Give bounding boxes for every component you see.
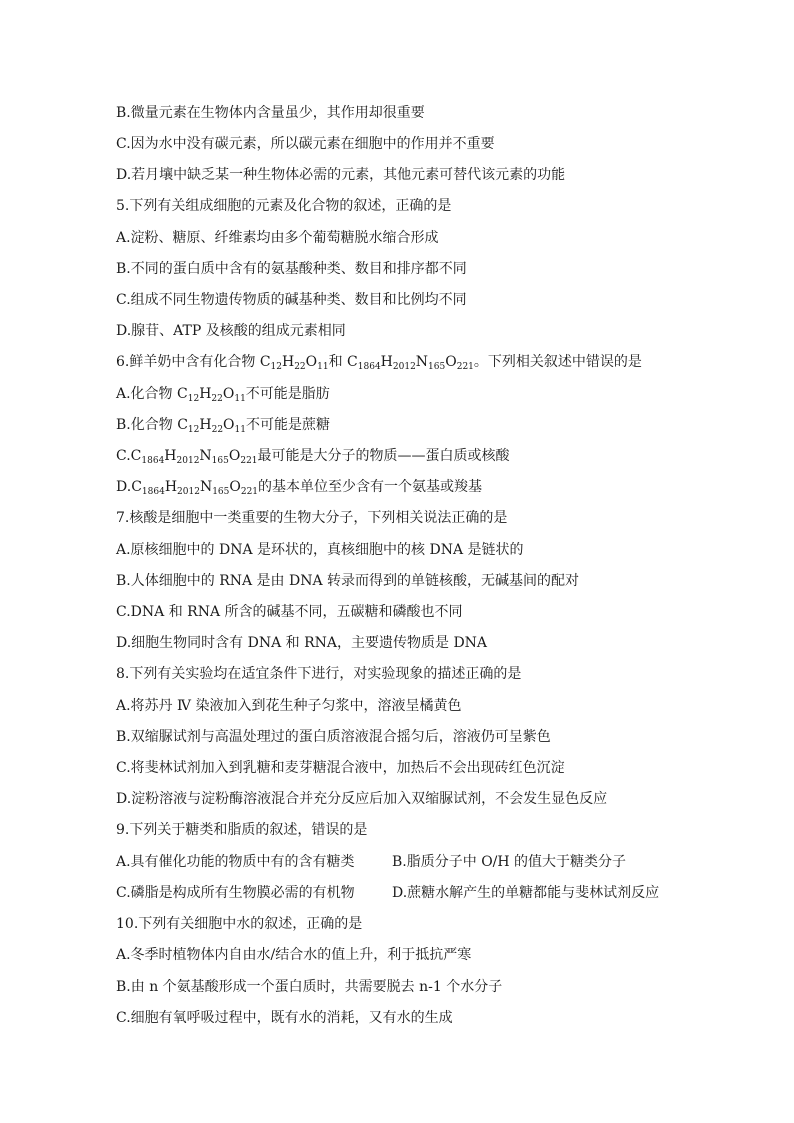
q5-option-a: A.淀粉、糖原、纤维素均由多个葡萄糖脱水缩合形成 bbox=[116, 230, 439, 246]
q8-stem: 8.下列有关实验均在适宜条件下进行，对实验现象的描述正确的是 bbox=[116, 666, 522, 682]
q6-option-c: $C.C_{1864}H_{2012}N_{165}O_{221}$最可能是大分子的物质——蛋白质或核酸 bbox=[116, 448, 510, 466]
q9-option-d: D.蔗糖水解产生的单糖都能与斐林试剂反应 bbox=[392, 885, 660, 901]
formula-large: $C_{1864}H_{2012}N_{165}O_{221}$ bbox=[130, 448, 258, 466]
q8-option-c: C.将斐林试剂加入到乳糖和麦芽糖混合液中，加热后不会出现砖红色沉淀 bbox=[116, 760, 565, 776]
q5-stem: 5.下列有关组成细胞的元素及化合物的叙述，正确的是 bbox=[116, 198, 452, 214]
q6-stem: 6.鲜羊奶中含有化合物 $C_{12}H_{22}O_{11}$和 $C_{1864}H_{2012}N_{165}O_{221}$。下列相关叙述中错误的是 bbox=[116, 354, 642, 372]
q7-option-d: D.细胞生物同时含有 DNA 和 RNA，主要遗传物质是 DNA bbox=[116, 635, 488, 651]
formula-large: $C_{1864}H_{2012}N_{165}O_{221}$ bbox=[347, 354, 474, 372]
formula-small: $C_{12}H_{22}O_{11}$ bbox=[177, 417, 246, 435]
q7-stem: 7.核酸是细胞中一类重要的生物大分子，下列相关说法正确的是 bbox=[116, 510, 508, 526]
q8-option-d: D.淀粉溶液与淀粉酶溶液混合并充分反应后加入双缩脲试剂，不会发生显色反应 bbox=[116, 791, 608, 807]
q6-option-a: A.化合物 $C_{12}H_{22}O_{11}$不可能是脂肪 bbox=[116, 386, 330, 404]
q4-option-b: B.微量元素在生物体内含量虽少，其作用却很重要 bbox=[116, 105, 425, 121]
q10-option-a: A.冬季时植物体内自由水/结合水的值上升，利于抵抗严寒 bbox=[116, 947, 472, 963]
q5-option-c: C.组成不同生物遗传物质的碱基种类、数目和比例均不同 bbox=[116, 292, 467, 308]
q7-option-b: B.人体细胞中的 RNA 是由 DNA 转录而得到的单链核酸，无碱基间的配对 bbox=[116, 573, 580, 589]
q10-stem: 10.下列有关细胞中水的叙述，正确的是 bbox=[116, 916, 363, 932]
q9-option-c: C.磷脂是构成所有生物膜必需的有机物 bbox=[116, 885, 355, 901]
q4-option-c: C.因为水中没有碳元素，所以碳元素在细胞中的作用并不重要 bbox=[116, 136, 495, 152]
q7-option-c: C.DNA 和 RNA 所含的碱基不同，五碳糖和磷酸也不同 bbox=[116, 604, 463, 620]
q8-option-a: A.将苏丹 Ⅳ 染液加入到花生种子匀浆中，溶液呈橘黄色 bbox=[116, 698, 462, 714]
q10-option-b: B.由 n 个氨基酸形成一个蛋白质时，共需要脱去 n-1 个水分子 bbox=[116, 979, 503, 995]
q9-option-b: B.脂质分子中 O/H 的值大于糖类分子 bbox=[392, 854, 627, 870]
formula-small: $C_{12}H_{22}O_{11}$ bbox=[177, 386, 246, 404]
formula-small: $C_{12}H_{22}O_{11}$ bbox=[259, 354, 329, 372]
q9-stem: 9.下列关于糖类和脂质的叙述，错误的是 bbox=[116, 822, 368, 838]
q4-option-d: D.若月壤中缺乏某一种生物体必需的元素，其他元素可替代该元素的功能 bbox=[116, 167, 566, 183]
q6-option-d: $D.C_{1864}H_{2012}N_{165}O_{221}$的基本单位至少含有一个氨基或羧基 bbox=[116, 479, 483, 497]
q5-option-b: B.不同的蛋白质中含有的氨基酸种类、数目和排序都不同 bbox=[116, 261, 467, 277]
q5-option-d: D.腺苷、ATP 及核酸的组成元素相同 bbox=[116, 323, 346, 339]
formula-large: $C_{1864}H_{2012}N_{165}O_{221}$ bbox=[131, 479, 259, 497]
q9-option-a: A.具有催化功能的物质中有的含有糖类 bbox=[116, 854, 355, 870]
q6-option-b: B.化合物 $C_{12}H_{22}O_{11}$不可能是蔗糖 bbox=[116, 417, 330, 435]
q10-option-c: C.细胞有氧呼吸过程中，既有水的消耗，又有水的生成 bbox=[116, 1010, 453, 1026]
q7-option-a: A.原核细胞中的 DNA 是环状的，真核细胞中的核 DNA 是链状的 bbox=[116, 542, 524, 558]
q8-option-b: B.双缩脲试剂与高温处理过的蛋白质溶液混合摇匀后，溶液仍可呈紫色 bbox=[116, 729, 551, 745]
